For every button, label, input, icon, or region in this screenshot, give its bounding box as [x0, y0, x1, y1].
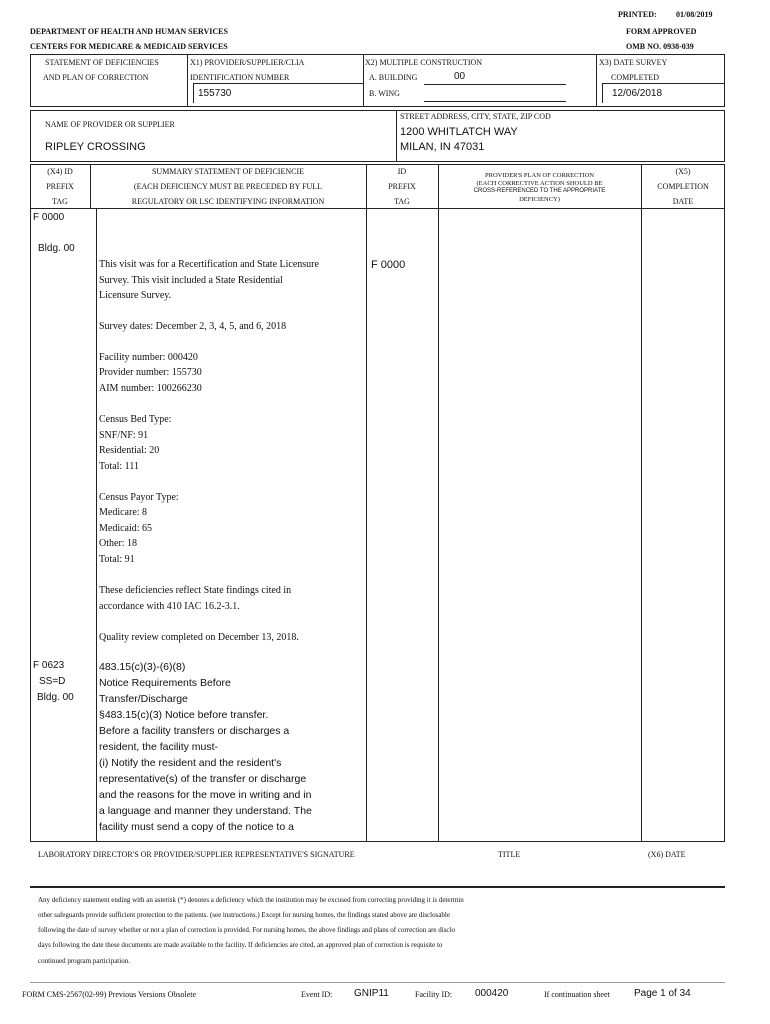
summary-header-3: REGULATORY OR LSC IDENTIFYING INFORMATION — [131, 197, 325, 206]
x4-header-2: PREFIX — [46, 182, 74, 191]
summary-survey-dates: Survey dates: December 2, 3, 4, 5, and 6, 2018 — [99, 321, 287, 332]
building-label: A. BUILDING — [369, 73, 418, 82]
survey-date: 12/06/2018 — [612, 88, 663, 99]
f623-line-11: facility must send a copy of the notice to a — [99, 821, 294, 833]
census-bed-type: Census Bed Type: — [99, 414, 172, 425]
provider-name-label: NAME OF PROVIDER OR SUPPLIER — [45, 120, 175, 129]
event-id-value: GNIP11 — [354, 988, 389, 999]
aim-number: AIM number: 100266230 — [99, 383, 202, 394]
disclaimer-line-1: Any deficiency statement ending with an asterisk (*) denotes a deficiency which the institution may be excused from correcting providing it is determin — [38, 896, 464, 904]
snf-nf: SNF/NF: 91 — [99, 430, 149, 441]
facility-id-label: Facility ID: — [415, 990, 453, 999]
poc-header-4: DEFICIENCY) — [519, 196, 560, 203]
bed-total: Total: 111 — [99, 461, 139, 472]
tag-f0000: F 0000 — [33, 212, 65, 223]
scope-severity: SS=D — [39, 676, 66, 687]
provider-name: RIPLEY CROSSING — [45, 141, 146, 153]
id-header-2: PREFIX — [388, 182, 416, 191]
f623-line-8: representative(s) of the transfer or discharge — [99, 773, 307, 785]
f623-line-7: (i) Notify the resident and the resident's — [99, 757, 282, 769]
form-approved: FORM APPROVED — [626, 27, 697, 36]
provider-number: 155730 — [198, 88, 232, 99]
medicaid: Medicaid: 65 — [99, 523, 153, 534]
x3-label-2: COMPLETED — [611, 73, 659, 82]
disclaimer-line-5: continued program participation. — [38, 957, 130, 965]
summary-paragraph-1: This visit was for a Recertification and State Licensure Survey. This visit included a State Residential Licensure Survey. — [99, 259, 319, 301]
census-payor-type: Census Payor Type: — [99, 492, 179, 503]
facility-number: Facility number: 000420 — [99, 352, 198, 363]
x5-header-1: (X5) — [675, 167, 691, 176]
payor-total: Total: 91 — [99, 554, 135, 565]
x5-header-2: COMPLETION — [657, 182, 709, 191]
continuation-label: If continuation sheet — [544, 990, 610, 999]
id-tag-f0000: F 0000 — [371, 259, 406, 271]
deficiency-note: These deficiencies reflect State findings cited in accordance with 410 IAC 16.2-3.1. — [99, 585, 292, 612]
provider-block — [30, 110, 725, 162]
f623-line-4: §483.15(c)(3) Notice before transfer. — [99, 709, 269, 721]
medicare: Medicare: 8 — [99, 507, 148, 518]
f623-line-5: Before a facility transfers or discharges a — [99, 725, 290, 737]
disclaimer-line-2: other safeguards provide sufficient protection to the patients. (see instructions.) Except for nursing homes, the findings stated above are disclosable — [38, 911, 450, 919]
omb-number: OMB NO. 0938-039 — [626, 42, 694, 51]
f623-line-2: Notice Requirements Before — [99, 677, 231, 689]
other-payor: Other: 18 — [99, 538, 138, 549]
poc-header-1: PROVIDER'S PLAN OF CORRECTION — [485, 172, 594, 179]
address-street: 1200 WHITLATCH WAY — [400, 126, 518, 138]
f623-line-1: 483.15(c)(3)-(6)(8) — [99, 661, 186, 673]
bldg-2: Bldg. 00 — [37, 692, 74, 703]
x5-header-3: DATE — [672, 197, 694, 206]
poc-header-2: (EACH CORRECTIVE ACTION SHOULD BE — [476, 180, 603, 187]
x1-label-2: IDENTIFICATION NUMBER — [190, 73, 290, 82]
disclaimer-line-4: days following the date these documents are made available to the facility. If deficiencies are cited, an approved plan of correction is requisite to — [38, 941, 443, 949]
f623-line-9: and the reasons for the move in writing and in — [99, 789, 312, 801]
x4-header-3: TAG — [52, 197, 68, 206]
director-signature-label: LABORATORY DIRECTOR'S OR PROVIDER/SUPPLIER REPRESENTATIVE'S SIGNATURE — [38, 850, 355, 859]
department-title: DEPARTMENT OF HEALTH AND HUMAN SERVICES — [30, 27, 228, 36]
id-header-3: TAG — [394, 197, 410, 206]
provider-number-line: Provider number: 155730 — [99, 367, 202, 378]
summary-header-1: SUMMARY STATEMENT OF DEFICIENCIE — [151, 167, 305, 176]
disclaimer-line-3: following the date of survey whether or not a plan of correction is provided. For nursing homes, the above findings and plans of correction are disclo — [38, 926, 455, 934]
statement-label-1: STATEMENT OF DEFICIENCIES — [45, 58, 159, 67]
x1-label-1: X1) PROVIDER/SUPPLIER/CLIA — [190, 58, 305, 67]
f623-line-10: a language and manner they understand. The — [99, 805, 312, 817]
cms-title: CENTERS FOR MEDICARE & MEDICAID SERVICES — [30, 42, 228, 51]
form-label: FORM CMS-2567(02-99) Previous Versions Obsolete — [22, 990, 197, 999]
id-header-1: ID — [397, 167, 407, 176]
statement-label-2: AND PLAN OF CORRECTION — [43, 73, 149, 82]
facility-id-value: 000420 — [475, 988, 509, 999]
event-id-label: Event ID: — [301, 990, 333, 999]
signature-date-label: (X6) DATE — [648, 850, 686, 859]
address-label: STREET ADDRESS, CITY, STATE, ZIP COD — [400, 112, 551, 121]
building-value: 00 — [454, 71, 466, 82]
title-label: TITLE — [498, 850, 521, 859]
x2-label: X2) MULTIPLE CONSTRUCTION — [365, 58, 483, 67]
f623-line-6: resident, the facility must- — [99, 741, 219, 753]
residential: Residential: 20 — [99, 445, 160, 456]
f623-line-3: Transfer/Discharge — [99, 693, 188, 705]
tag-f0623: F 0623 — [33, 660, 65, 671]
summary-header-2: (EACH DEFICIENCY MUST BE PRECEDED BY FULL — [133, 182, 323, 191]
address-city: MILAN, IN 47031 — [400, 141, 485, 153]
x4-header-1: (X4) ID — [47, 167, 73, 176]
poc-header-3: CROSS-REFERENCED TO THE APPROPRIATE — [473, 188, 606, 194]
x3-label-1: X3) DATE SURVEY — [599, 58, 668, 67]
bldg-1: Bldg. 00 — [38, 243, 75, 254]
quality-review: Quality review completed on December 13, 2018. — [99, 632, 299, 643]
printed-date: 01/08/2019 — [676, 10, 713, 19]
page-number: Page 1 of 34 — [634, 988, 691, 999]
printed-label: PRINTED: — [618, 10, 657, 19]
wing-label: B. WING — [369, 89, 400, 98]
